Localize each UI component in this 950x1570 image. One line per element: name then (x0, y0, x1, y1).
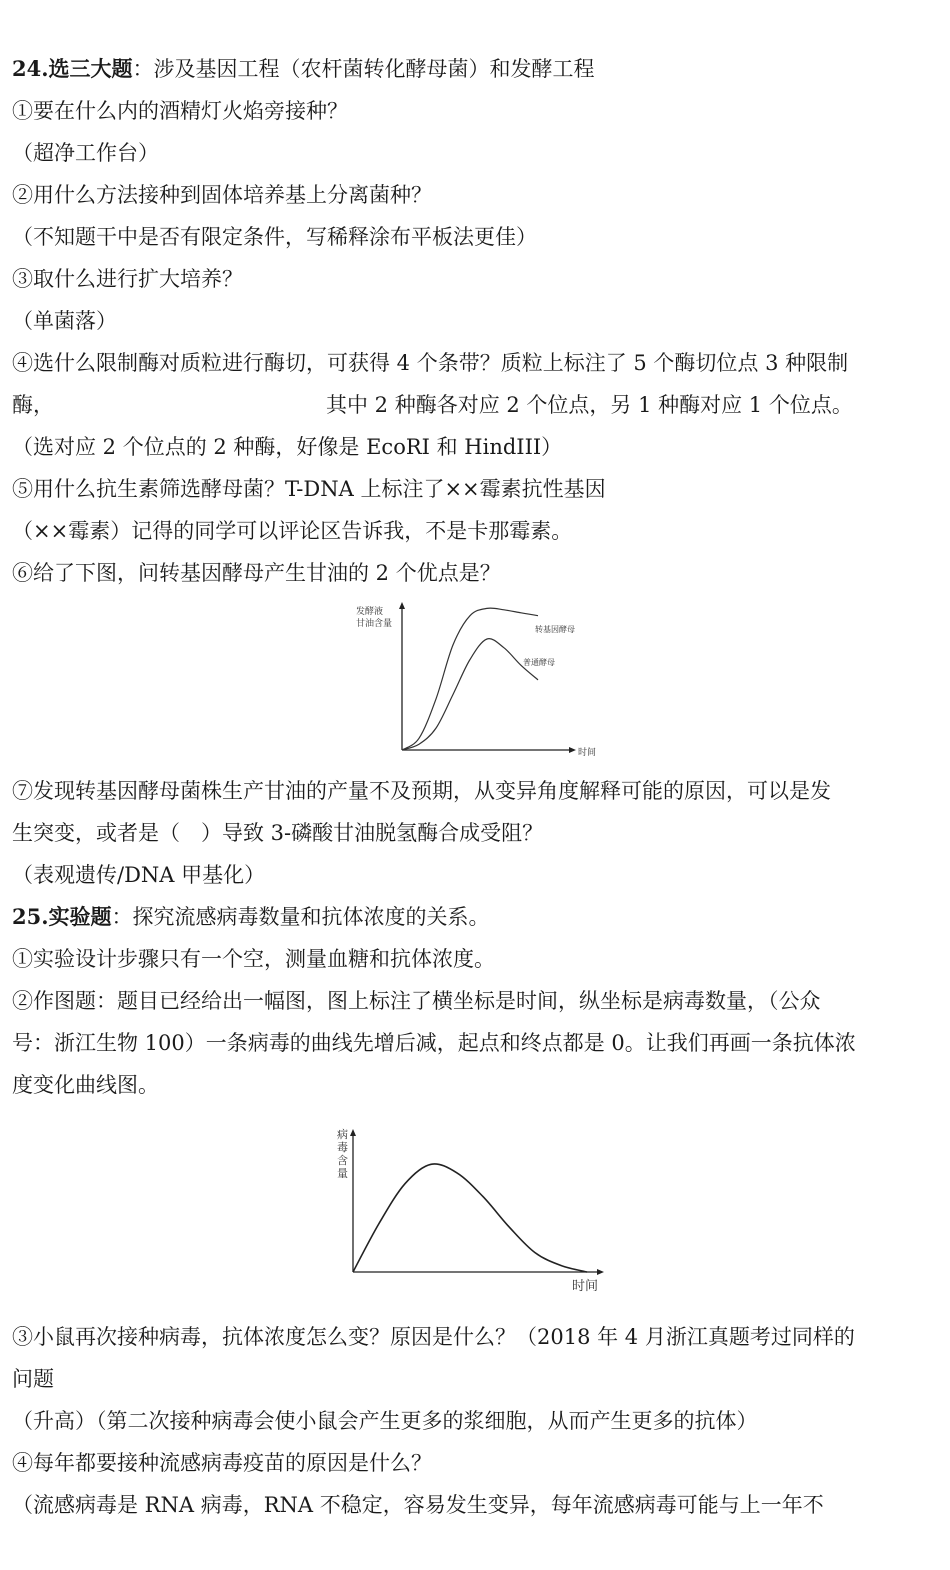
section-24-number: 24.选三大题 (12, 56, 133, 81)
q24-2: ②用什么方法接种到固体培养基上分离菌种？ (12, 183, 432, 207)
chart2-xlabel: 时间 (572, 1279, 599, 1294)
q25-1: ①实验设计步骤只有一个空，测量血糖和抗体浓度。 (12, 947, 495, 971)
q24-4: ④选什么限制酶对质粒进行酶切，可获得 4 个条带？质粒上标注了 5 个酶切位点 3 种限制 (12, 351, 849, 375)
chart1-x-arrow (569, 747, 576, 753)
section-24-title: ：涉及基因工程（农杆菌转化酵母菌）和发酵工程 (132, 57, 595, 81)
q24-4-cont: 酶， (12, 393, 54, 417)
virus-chart (320, 1122, 640, 1302)
chart2-ylabel-2: 毒 (337, 1141, 348, 1154)
a24-2: （不知题干中是否有限定条件，写稀释涂布平板法更佳） (12, 225, 537, 249)
section-25-heading (12, 902, 490, 932)
chart2-ylabel-4: 量 (337, 1167, 348, 1180)
section-25-title: ：探究流感病毒数量和抗体浓度的关系。 (111, 905, 490, 929)
q25-4: ④每年都要接种流感病毒疫苗的原因是什么？ (12, 1451, 432, 1475)
q25-2: ②作图题：题目已经给出一幅图，图上标注了横坐标是时间，纵坐标是病毒数量，（公众 (12, 989, 821, 1013)
q24-3: ③取什么进行扩大培养？ (12, 267, 243, 291)
q25-3: ③小鼠再次接种病毒，抗体浓度怎么变？原因是什么？（2018 年 4 月浙江真题考过同样的 (12, 1325, 855, 1349)
q25-2-cont-2: 度变化曲线图。 (12, 1073, 159, 1097)
a24-4: （选对应 2 个位点的 2 种酶，好像是 EcoRI 和 HindIII） (12, 435, 563, 459)
chart2-ylabel-1: 病 (337, 1128, 348, 1141)
a24-5: （××霉素）记得的同学可以评论区告诉我，不是卡那霉素。 (12, 519, 573, 543)
a25-4: （流感病毒是 RNA 病毒，RNA 不稳定，容易发生变异，每年流感病毒可能与上一年不 (12, 1493, 824, 1517)
q24-7-cont: 生突变，或者是（ ）导致 3-磷酸甘油脱氢酶合成受阻？ (12, 821, 544, 845)
chart1-series-transgenic (402, 608, 538, 750)
chart2-series-virus (353, 1164, 587, 1272)
chart2-ylabel-3: 含 (337, 1154, 348, 1167)
q24-5: ⑤用什么抗生素筛选酵母菌？T-DNA 上标注了××霉素抗性基因 (12, 477, 606, 501)
chart1-xlabel: 时间 (578, 748, 597, 758)
a25-3: （升高）（第二次接种病毒会使小鼠会产生更多的浆细胞，从而产生更多的抗体） (12, 1409, 758, 1433)
q24-4-cont-2: 其中 2 种酶各对应 2 个位点，另 1 种酶对应 1 个位点。 (326, 393, 853, 417)
q24-7: ⑦发现转基因酵母菌株生产甘油的产量不及预期，从变异角度解释可能的原因，可以是发 (12, 779, 831, 803)
chart1-ylabel-1: 发酵液 (356, 607, 384, 617)
q25-2-cont: 号：浙江生物 100）一条病毒的曲线先增后减，起点和终点都是 0。让我们再画一条抗体浓 (12, 1031, 856, 1055)
chart2-y-arrow (350, 1129, 356, 1136)
q24-6: ⑥给了下图，问转基因酵母产生甘油的 2 个优点是？ (12, 561, 501, 585)
section-25-number: 25.实验题 (12, 904, 112, 929)
glycerol-chart (340, 598, 610, 768)
section-24-heading (12, 54, 595, 84)
a24-1: （超净工作台） (12, 141, 159, 165)
chart1-y-arrow (399, 602, 405, 609)
a24-3: （单菌落） (12, 309, 117, 333)
chart1-legend-transgenic: 转基因酵母 (535, 625, 575, 634)
chart1-ylabel-2: 甘油含量 (356, 619, 393, 629)
chart2-x-arrow (597, 1269, 604, 1275)
q24-1: ①要在什么内的酒精灯火焰旁接种？ (12, 99, 348, 123)
a24-7: （表观遗传/DNA 甲基化） (12, 863, 266, 887)
q25-3-cont: 问题 (12, 1367, 54, 1391)
chart1-legend-normal: 普通酵母 (523, 658, 555, 667)
